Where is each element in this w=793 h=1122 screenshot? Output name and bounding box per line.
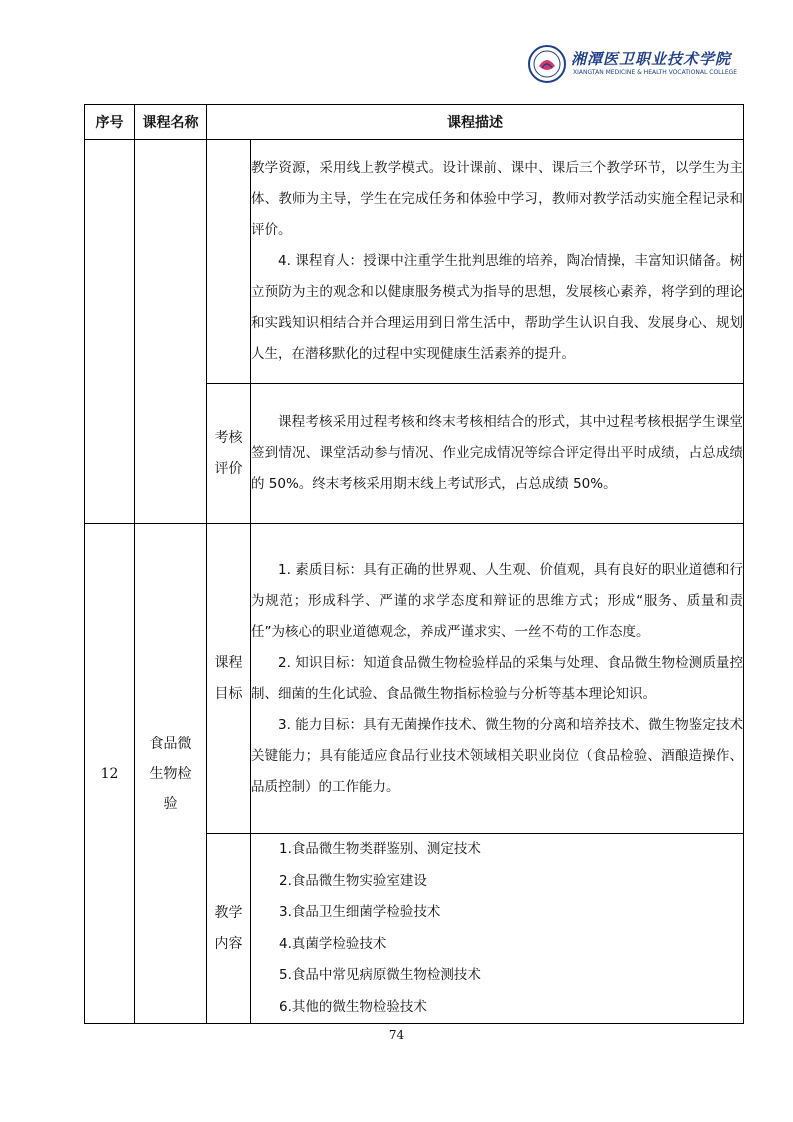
list-item: 5.食品中常见病原微生物检测技术 bbox=[279, 967, 481, 983]
college-logo bbox=[527, 44, 738, 86]
quality-goal: 1. 素质目标：具有正确的世界观、人生观、价值观，具有良好的职业道德和行为规范；形成科学、严谨的求学态度和辩证的思维方式；形成“服务、质量和责任”为核心的职业道德观念，养成严谨求实、一丝不苟的工作态度。 bbox=[251, 561, 743, 640]
page-number: 74 bbox=[388, 1028, 405, 1042]
ability-goal: 3. 能力目标：具有无菌操作技术、微生物的分离和培养技术、微生物鉴定技术关键能力；具有能适应食品行业技术领域相关职业岗位（食品检验、酒酿造操作、品质控制）的工作能力。 bbox=[251, 716, 743, 795]
list-item: 2.食品微生物实验室建设 bbox=[279, 872, 427, 889]
header-seq: 序号 bbox=[85, 105, 135, 140]
list-item: 3.食品卫生细菌学检验技术 bbox=[279, 904, 441, 920]
assessment-paragraph: 课程考核采用过程考核和终末考核相结合的形式，其中过程考核根据学生课堂签到情况、课堂活动参与情况、作业完成情况等综合评定得出平时成绩，占总成绩的 50%。终末考核采用期末线上考试形式，占总成绩 50%。 bbox=[251, 414, 743, 492]
goals-description bbox=[251, 524, 744, 834]
table-row bbox=[85, 140, 744, 384]
logo-english-name: XIANGTAN MEDICINE & HEALTH VOCATIONAL COLLEGE bbox=[573, 69, 738, 76]
header-course-desc: 课程描述 bbox=[207, 105, 744, 140]
course-education-paragraph: 4. 课程育人：授课中注重学生批判思维的培养，陶冶情操，丰富知识储备。树立预防为主的观念和以健康服务模式为指导的思想，发展核心素养，将学到的理论和实践知识相结合并合理运用到日常生活中，帮助学生认识自我、发展身心、规划人生，在潜移默化的过程中实现健康生活素养的提升。 bbox=[251, 253, 743, 362]
list-item: 1.食品微生物类群鉴别、测定技术 bbox=[279, 841, 481, 857]
name-cell-empty bbox=[135, 140, 207, 524]
course-seq: 12 bbox=[85, 524, 135, 1024]
knowledge-goal: 2. 知识目标：知道食品微生物检验样品的采集与处理、食品微生物检测质量控制、细菌的生化试验、食品微生物指标检验与分析等基本理论知识。 bbox=[251, 654, 743, 702]
course-name: 食品微生物检验 bbox=[135, 524, 207, 1024]
continued-paragraph: 教学资源，采用线上教学模式。设计课前、课中、课后三个教学环节，以学生为主体、教师为主导，学生在完成任务和体验中学习，教师对教学活动实施全程记录和评价。 bbox=[251, 160, 743, 238]
continued-description bbox=[251, 140, 744, 384]
college-emblem-icon bbox=[527, 44, 567, 84]
sub-label-empty bbox=[207, 140, 251, 384]
list-item: 4.真菌学检验技术 bbox=[279, 935, 387, 952]
content-list bbox=[251, 834, 744, 1024]
table-header-row bbox=[85, 105, 744, 140]
table-row bbox=[85, 524, 744, 834]
content-label: 教学内容 bbox=[207, 834, 251, 1024]
logo-chinese-name: 湘潭医卫职业技术学院 bbox=[571, 50, 732, 68]
assessment-description bbox=[251, 384, 744, 524]
header-course-name: 课程名称 bbox=[135, 105, 207, 140]
course-table bbox=[84, 104, 744, 1024]
assessment-label: 考核评价 bbox=[207, 384, 251, 524]
seq-cell-empty bbox=[85, 140, 135, 524]
list-item: 6.其他的微生物检验技术 bbox=[279, 998, 427, 1015]
goals-label: 课程目标 bbox=[207, 524, 251, 834]
